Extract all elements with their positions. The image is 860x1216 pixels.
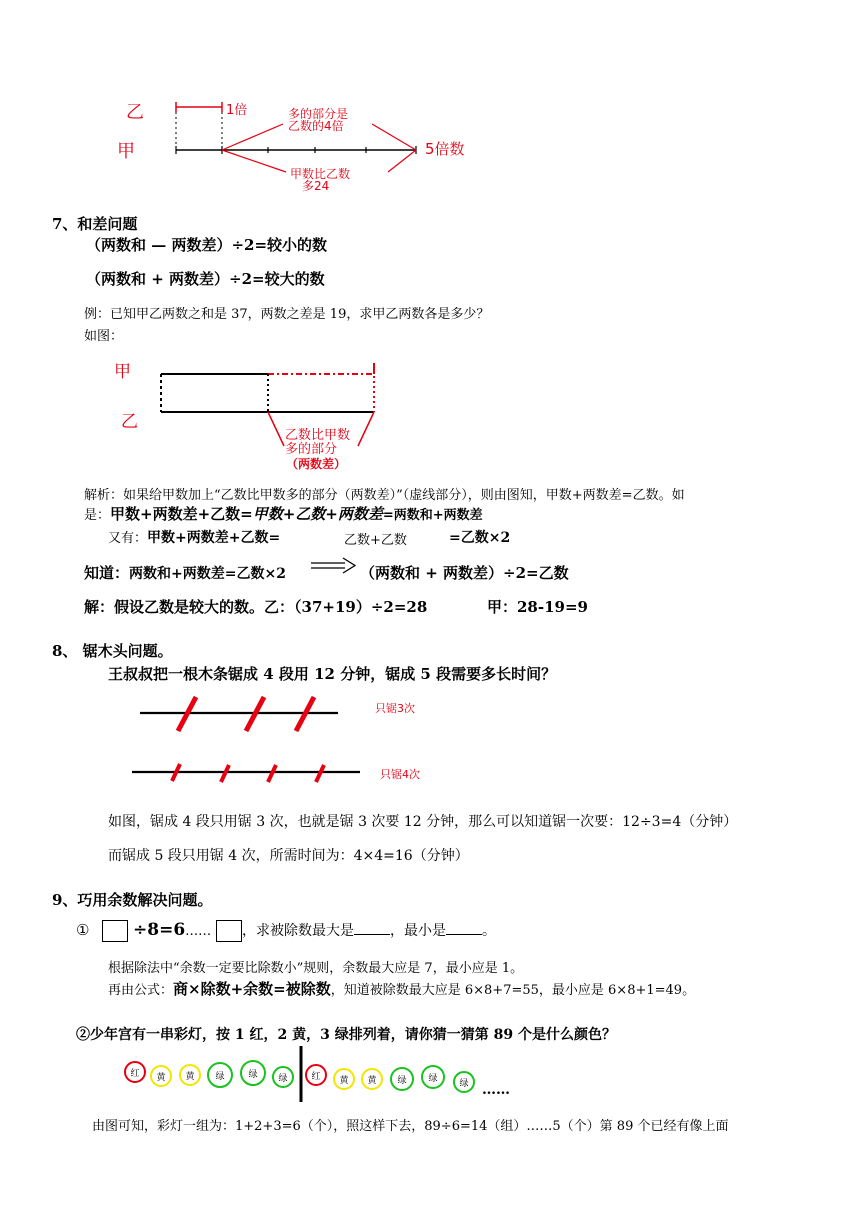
s9-rule: 根据除法中“余数一定要比除数小”规则，余数最大应是 7，最小应是 1。: [108, 961, 524, 976]
lantern-7: 红: [305, 1064, 327, 1086]
top-note-line2: 乙数的4倍: [288, 119, 344, 133]
diagram-label-jia: 甲: [114, 362, 131, 382]
q1-text-b: ，最小是: [389, 923, 446, 939]
s7-solution-jia: 甲：28-19=9: [487, 598, 588, 616]
lights-ellipsis: ……: [482, 1082, 510, 1098]
bottom-note-line2: 多24: [302, 179, 330, 193]
s7-also-b: 乙数+乙数: [344, 533, 407, 548]
top-note-line1: 多的部分是: [288, 107, 349, 121]
s7-heading: 7、和差问题: [52, 215, 138, 233]
saw-label-2: 只锯4次: [380, 768, 420, 781]
label-jia: 甲: [117, 141, 135, 162]
lantern-4: 绿: [207, 1062, 233, 1088]
q1-dots: ……: [185, 924, 212, 939]
analysis-bold: 甲数+两数差+乙数=: [110, 505, 253, 523]
s9-final: 由图可知，彩灯一组为：1+2+3=6（个），照这样下去，89÷6=14（组）……5（个）第 89 个已经有像上面: [92, 1119, 729, 1134]
one-times-label: 1倍: [226, 103, 248, 118]
s7-analysis-line1: 解析：如果给甲数加上“乙数比甲数多的部分（两数差）”（虚线部分），则由图知，甲数+两数差=乙数。如: [84, 488, 685, 503]
s7-formula2: （两数和 + 两数差）÷2=较大的数: [86, 270, 325, 288]
group-divider: [298, 1046, 304, 1102]
saw-label-1: 只锯3次: [375, 702, 415, 715]
s7-formula1: （两数和 — 两数差）÷2=较小的数: [86, 236, 328, 254]
lantern-5: 绿: [240, 1060, 266, 1086]
remainder-box: [216, 920, 242, 942]
lantern-11: 绿: [421, 1065, 445, 1089]
label-yi: 乙: [126, 102, 144, 123]
max-blank: [354, 920, 390, 935]
s9-q1: [76, 920, 496, 942]
q1-division: ÷8=6: [133, 920, 186, 940]
s7-as-shown: 如图：: [84, 329, 124, 344]
lantern-6: 绿: [272, 1066, 294, 1088]
diagram-label-yi: 乙: [121, 412, 138, 432]
dividend-box: [102, 920, 128, 942]
know-a: 两数和+两数差=乙数×2: [129, 566, 286, 582]
q1-text-a: ，求被除数最大是: [241, 923, 354, 939]
analysis-pre: 是：: [84, 508, 111, 523]
lantern-10: 绿: [390, 1067, 414, 1091]
also-pre: 又有：: [108, 531, 148, 546]
s7-solution: 解：假设乙数是较大的数。乙：（37+19）÷2=28: [84, 598, 428, 616]
diagram-note-line1: 乙数比甲数: [285, 428, 351, 443]
s8-heading: 8、 锯木头问题。: [52, 642, 173, 660]
bottom-note-line1: 甲数比乙数: [290, 167, 351, 181]
lantern-8: 黄: [333, 1068, 355, 1090]
q1-text-c: 。: [481, 923, 496, 939]
lantern-2: 黄: [150, 1065, 172, 1087]
lantern-3: 黄: [179, 1064, 201, 1086]
formula-post: ，知道被除数最大应是 6×8+7=55，最小应是 6×8+1=49。: [330, 983, 696, 998]
lantern-9: 黄: [361, 1068, 383, 1090]
s8-explain1: 如图，锯成 4 段只用锯 3 次，也就是锯 3 次要 12 分钟，那么可以知道锯一次要：12÷3=4（分钟）: [108, 814, 738, 830]
min-blank: [446, 920, 482, 935]
s7-also-c: =乙数×2: [449, 530, 511, 546]
formula-bold: 商×除数+余数=被除数: [173, 980, 331, 998]
diagram-note-line2: 多的部分: [285, 442, 338, 457]
s7-example: 例：已知甲乙两数之和是 37，两数之差是 19，求甲乙两数各是多少？: [84, 307, 490, 322]
also-a: 甲数+两数差+乙数=: [147, 530, 281, 546]
q1-number: ①: [76, 921, 90, 939]
analysis-italic: 甲数+乙数+两数差: [252, 505, 383, 523]
s9-heading: 9、巧用余数解决问题。: [52, 891, 213, 909]
s8-explain2: 而锯成 5 段只用锯 4 次，所需时间为：4×4=16（分钟）: [108, 848, 469, 864]
five-times-label: 5倍数: [425, 140, 465, 158]
s9-formula-line: [108, 978, 695, 999]
s8-question: 王叔叔把一根木条锯成 4 段用 12 分钟，锯成 5 段需要多长时间？: [108, 665, 557, 683]
analysis-post: =两数和+两数差: [382, 508, 483, 523]
lantern-12: 绿: [453, 1071, 475, 1093]
lantern-1: 红: [124, 1061, 146, 1083]
s7-know-b: （两数和 + 两数差）÷2=乙数: [360, 564, 569, 582]
s9-q2: ②少年宫有一串彩灯，按 1 红，2 黄，3 绿排列着，请你猜一猜第 89 个是什么颜色？: [76, 1027, 616, 1043]
diagram-note-line3: （两数差）: [286, 457, 347, 471]
know-pre: 知道：: [84, 564, 130, 582]
formula-pre: 再由公式：: [108, 983, 174, 998]
